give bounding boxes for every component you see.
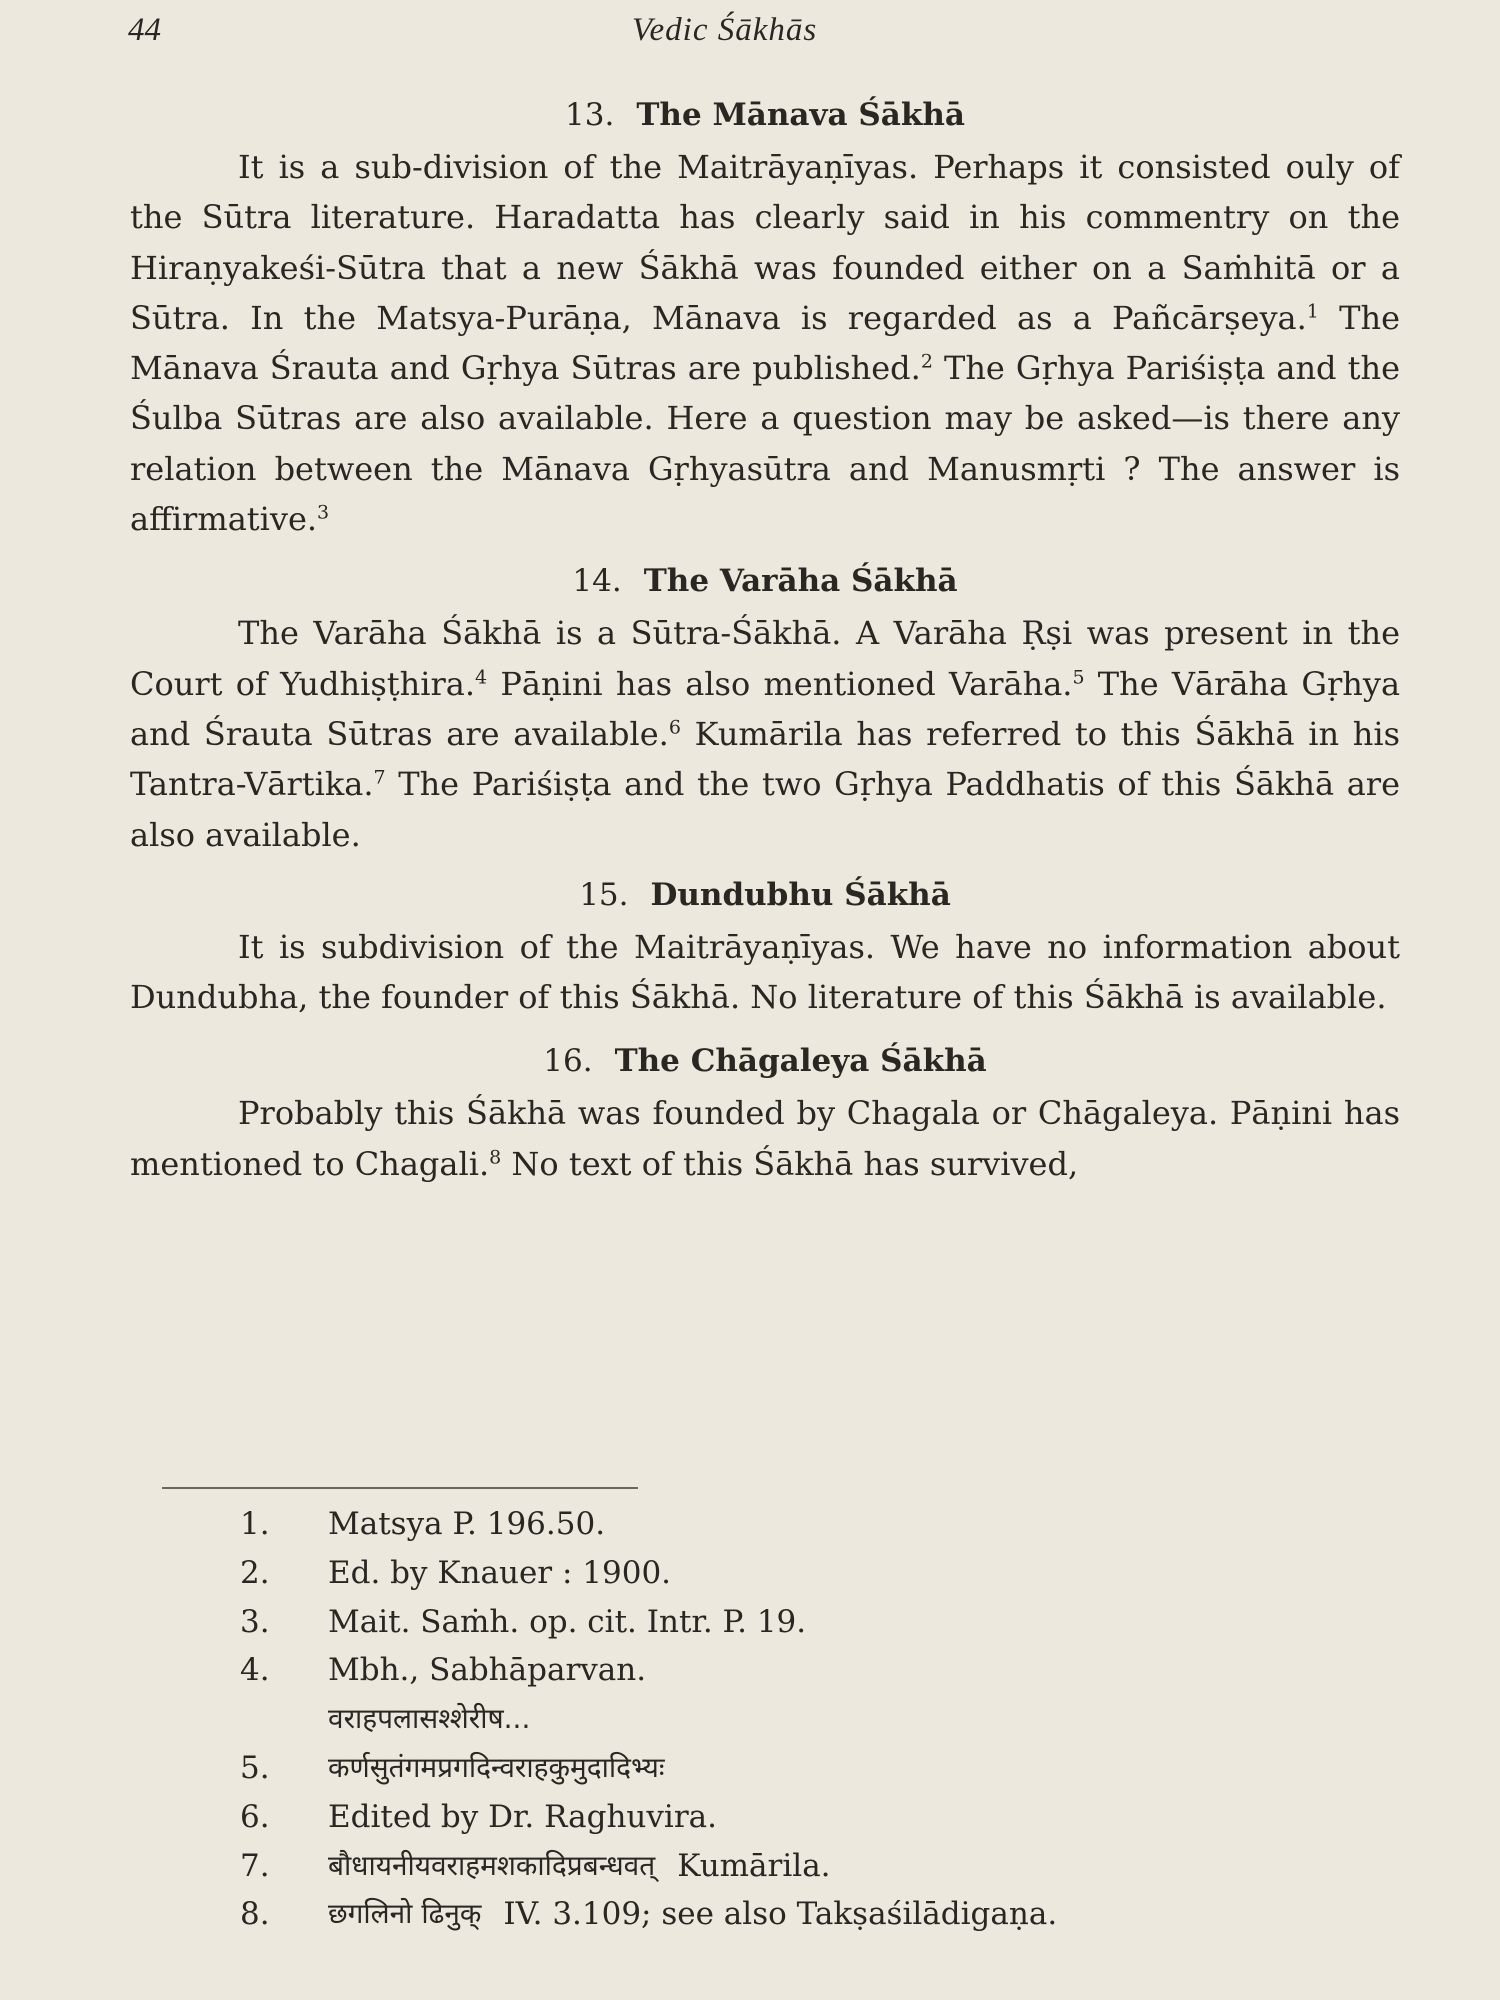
section-number: 15. (579, 876, 629, 913)
section-paragraph (130, 608, 1400, 859)
footnote-ref: 4 (475, 666, 488, 689)
footnote-ref: 7 (373, 766, 386, 789)
footnote-item (240, 1598, 1390, 1647)
paragraph-text: The Varāha Śākhā is a Sūtra-Śākhā. A Varāha Ṛṣi was present in the Court of Yudhiṣṭhira. (130, 614, 1400, 703)
section-number: 14. (572, 563, 622, 600)
paragraph-text: The Mānava Śrauta and Gṛhya Sūtras are published. (130, 298, 1401, 388)
footnote-ref: 5 (1072, 666, 1085, 689)
footnote-item (240, 1646, 1390, 1695)
footnote-ref: 8 (489, 1146, 502, 1169)
footnote-number: 3. (240, 1603, 270, 1640)
paragraph-text: The Pariśiṣṭa and the two Gṛhya Paddhatis of this Śākhā are also available. (130, 765, 1400, 854)
footnote-ref: 3 (317, 501, 330, 524)
footnote-text: कर्णसुतंगमप्रगदिन्वराहकुमुदादिभ्यः (328, 1750, 665, 1784)
footnote-ref: 6 (668, 716, 681, 739)
section-heading (130, 88, 1400, 142)
footnote-text: छगलिनो ढिनुक् (328, 1897, 482, 1931)
section-paragraph (130, 142, 1400, 544)
footnote-number: 8. (240, 1896, 270, 1933)
footnote-item (240, 1744, 1390, 1793)
section-heading (130, 554, 1400, 608)
section-paragraph (130, 1088, 1400, 1189)
footnote-item (240, 1890, 1390, 1939)
paragraph-text: It is subdivision of the Maitrāyaṇīyas. We have no information about Dundubha, the founder of this Śākhā. No literature of this Śākhā is available. (130, 927, 1400, 1017)
page-number: 44 (128, 12, 161, 48)
running-title: Vedic Śākhās (632, 12, 818, 48)
footnote-text: Mait. Saṁh. op. cit. Intr. P. 19. (328, 1603, 807, 1640)
footnote-divider (162, 1487, 638, 1489)
footnote-number: 6. (240, 1798, 270, 1835)
footnote-number: 5. (240, 1749, 270, 1786)
section-title: The Mānava Śākhā (636, 97, 965, 133)
footnotes-list (240, 1500, 1390, 1939)
footnote-number: 7. (240, 1847, 270, 1884)
footnote-item (240, 1842, 1390, 1891)
footnote-ref: 1 (1306, 300, 1319, 323)
footnote-item (240, 1695, 1390, 1744)
paragraph-text: The Vārāha Gṛhya and Śrauta Sūtras are available. (130, 664, 1401, 753)
footnote-text: वराहपलासश्शेरीष... (328, 1702, 531, 1736)
paragraph-text: It is a sub-division of the Maitrāyaṇīyas. Perhaps it consisted ouly of the Sūtra literature. Haradatta has clearly said in his commentry on the Hiraṇyakeśi-Sūtra that a new Śākhā was founded either on a Saṁhitā or a Sūtra. In the Matsya-Purāṇa, Mānava is regarded as a Pañcārṣeya. (130, 148, 1400, 337)
footnote-text: Edited by Dr. Raghuvira. (328, 1798, 717, 1835)
paragraph-text: Kumārila has referred to this Śākhā in his Tantra-Vārtika. (130, 714, 1401, 804)
footnote-item (240, 1793, 1390, 1842)
section-heading (130, 1034, 1400, 1088)
section-title: The Varāha Śākhā (643, 563, 958, 600)
footnote-number (240, 1695, 328, 1744)
footnote-suffix: Kumārila. (677, 1847, 831, 1884)
footnote-text: Mbh., Sabhāparvan. (328, 1652, 647, 1689)
footnote-number: 1. (240, 1506, 270, 1542)
footnote-number: 4. (240, 1652, 270, 1689)
main-text (130, 88, 1400, 1189)
running-header (0, 8, 1500, 58)
footnote-suffix: IV. 3.109; see also Takṣaśilādigaṇa. (503, 1896, 1058, 1933)
paragraph-text: The Gṛhya Pariśiṣṭa and the Śulba Sūtras are also available. Here a question may be asked—is there any relation between the Mānava Gṛhyasūtra and Manusmṛti ? The answer is affirmative. (130, 349, 1401, 539)
paragraph-text: Probably this Śākhā was founded by Chagala or Chāgaleya. Pāṇini has mentioned to Chagali. (130, 1094, 1400, 1183)
paragraph-text: Pāṇini has also mentioned Varāha. (487, 664, 1073, 703)
footnote-item (240, 1549, 1390, 1598)
footnote-item (240, 1500, 1390, 1549)
section-paragraph (130, 922, 1400, 1023)
section-title: The Chāgaleya Śākhā (614, 1043, 987, 1080)
footnote-number: 2. (240, 1554, 270, 1591)
section-number: 16. (543, 1043, 593, 1080)
section-heading (130, 868, 1400, 922)
section-number: 13. (565, 97, 615, 133)
footnote-text: Ed. by Knauer : 1900. (328, 1554, 672, 1591)
section-title: Dundubhu Śākhā (650, 876, 951, 913)
paragraph-text: No text of this Śākhā has survived, (501, 1144, 1079, 1183)
footnote-text: Matsya P. 196.50. (328, 1506, 606, 1542)
footnote-ref: 2 (920, 350, 933, 373)
footnote-text: बौधायनीयवराहमशकादिप्रबन्धवत् (328, 1848, 656, 1882)
